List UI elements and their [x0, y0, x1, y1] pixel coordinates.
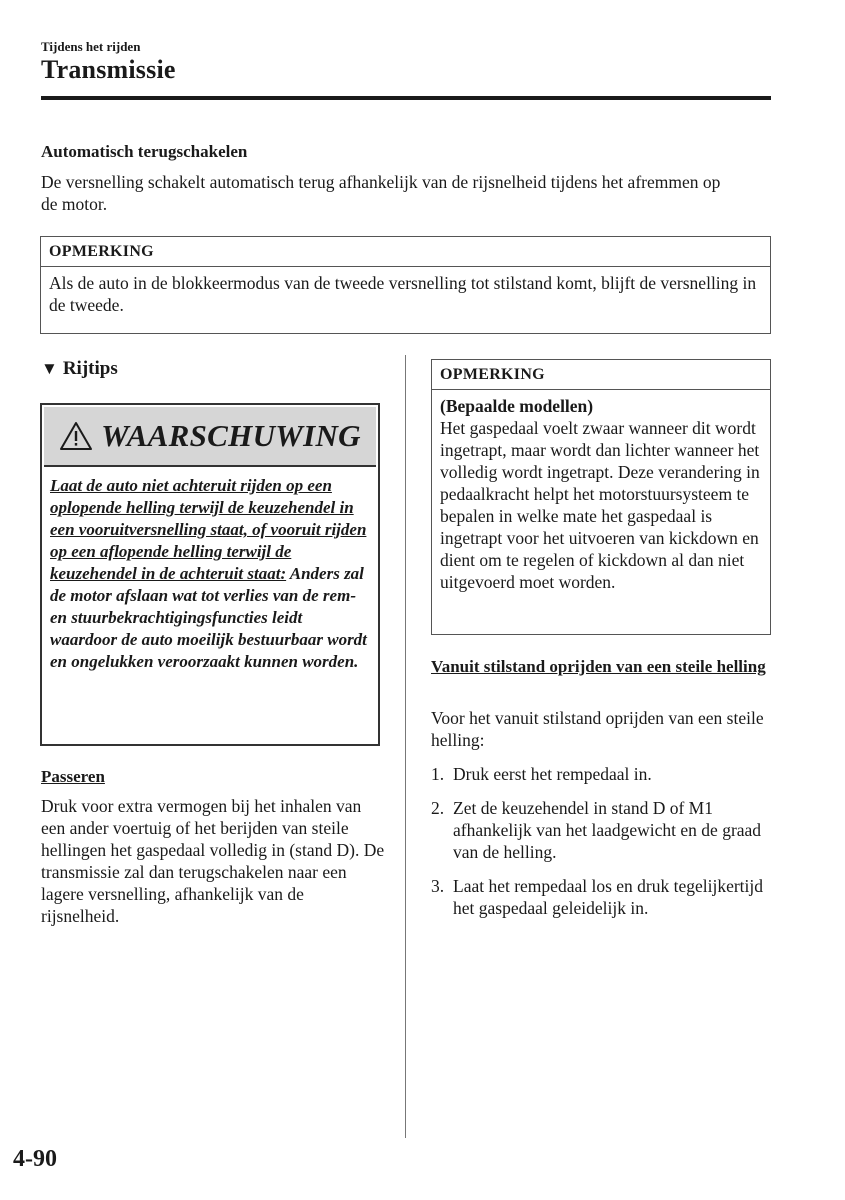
running-header: Tijdens het rijden	[41, 39, 141, 54]
passing-heading: Passeren	[41, 767, 105, 786]
hill-start-intro: Voor het vanuit stilstand oprijden van een steile helling:	[431, 708, 764, 750]
step-number: 1.	[431, 764, 445, 784]
warning-body	[42, 469, 378, 673]
page-number: 4-90	[13, 1146, 57, 1172]
tips-heading	[41, 358, 118, 380]
warning-underlined-text: Laat de auto niet achteruit rijden op een oplopende helling terwijl de keuzehendel in een vooruitversnelling staat, of vooruit rijden op een aflopende helling terwijl de keuzehendel in de achteruit staat:	[50, 476, 367, 583]
list-item	[431, 797, 771, 863]
passing-text: Druk voor extra vermogen bij het inhalen van een ander voertuig of het berijden van steile hellingen het gaspedaal volledig in (stand D). De transmissie zal dan terugschakelen naar een lagere versnelling, afhankelijk van de rijsnelheid.	[41, 796, 385, 926]
step-text: Druk eerst het rempedaal in.	[453, 764, 652, 784]
page-title: Transmissie	[41, 55, 176, 84]
note-label: OPMERKING	[41, 237, 770, 267]
warning-title: WAARSCHUWING	[101, 418, 361, 453]
note-text: Als de auto in de blokkeermodus van de tweede versnelling tot stilstand komt, blijft de versnelling in de tweede.	[49, 273, 757, 315]
note-label: OPMERKING	[432, 360, 770, 390]
auto-downshift-heading: Automatisch terugschakelen	[41, 142, 248, 161]
warning-header	[44, 407, 376, 467]
column-divider	[405, 355, 406, 1138]
step-text: Laat het rempedaal los en druk tegelijkertijd het gaspedaal geleidelijk in.	[453, 876, 764, 918]
list-item	[431, 763, 771, 785]
warning-triangle-icon	[59, 421, 93, 451]
step-number: 2.	[431, 798, 445, 818]
step-text: Zet de keuzehendel in stand D of M1 afhankelijk van het laadgewicht en de graad van de helling.	[453, 798, 762, 862]
header-divider	[41, 96, 771, 100]
auto-downshift-text: De versnelling schakelt automatisch terug afhankelijk van de rijsnelheid tijdens het afremmen op de motor.	[41, 172, 721, 214]
note-text: Het gaspedaal voelt zwaar wanneer dit wordt ingetrapt, maar wordt dan lichter wanneer het volledig wordt ingetrapt. Deze verandering in pedaalkracht helpt het motorstuursysteem te bepalen in welke mate het gaspedaal is ingetrapt voor het uitvoeren van kickdown en dient om te regelen of kickdown al dan niet uitgevoerd moet worden.	[440, 418, 760, 592]
hill-start-steps	[431, 763, 771, 931]
note-subheading: (Bepaalde modellen)	[440, 396, 594, 416]
warning-text: Anders zal de motor afslaan wat tot verlies van de rem- en stuurbekrachtigingsfuncties leidt waardoor de auto moeilijk bestuurbaar wordt en ongelukken veroorzaakt kunnen worden.	[50, 564, 367, 671]
hill-start-heading: Vanuit stilstand oprijden van een steile helling	[431, 657, 766, 676]
step-number: 3.	[431, 876, 445, 896]
triangle-down-icon: ▼	[41, 359, 58, 378]
tips-heading-label: Rijtips	[62, 358, 118, 379]
note-content	[432, 390, 770, 599]
note-box-certain-models	[431, 359, 771, 635]
list-item	[431, 875, 771, 919]
note-box-blocking-mode	[40, 236, 771, 334]
warning-box	[40, 403, 380, 746]
